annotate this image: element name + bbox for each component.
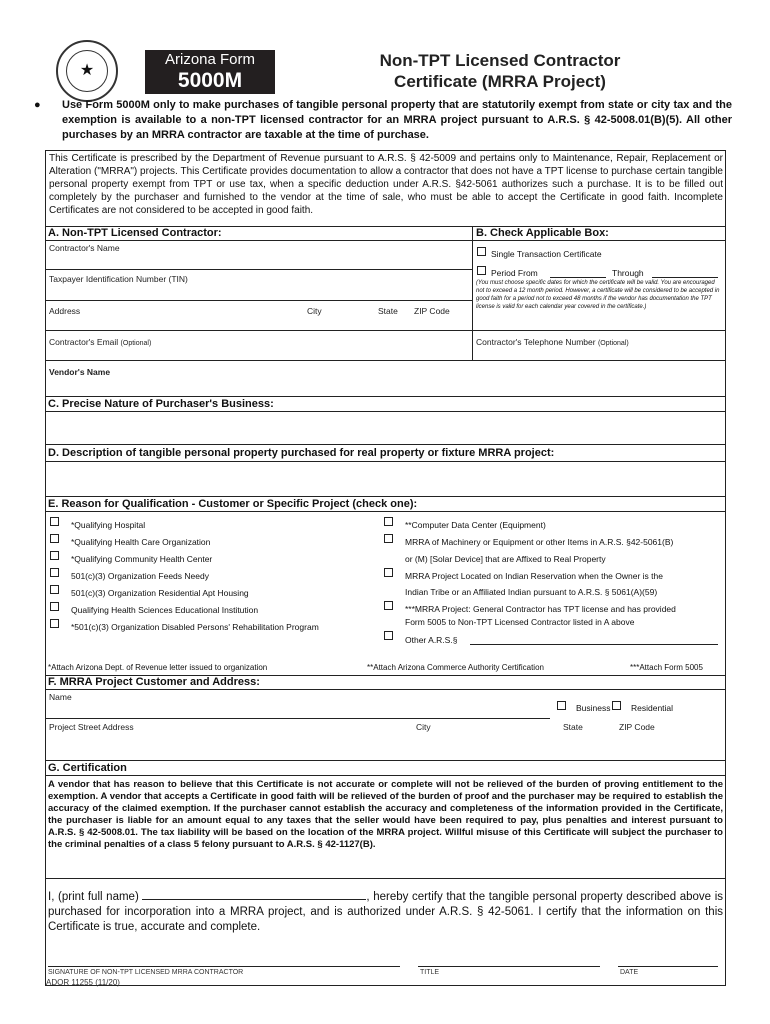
disabled-rehab-program-checkbox[interactable]: [50, 619, 59, 628]
mrra-machinery-checkbox[interactable]: [384, 534, 393, 543]
date-field[interactable]: [618, 966, 718, 967]
left-reason-label: 501(c)(3) Organization Feeds Needy: [71, 571, 209, 581]
right-reason-label: Indian Tribe or an Affiliated Indian pursuant to A.R.S. § 5061(A)(59): [405, 587, 658, 597]
left-reason-label: 501(c)(3) Organization Residential Apt Housing: [71, 588, 249, 598]
right-reason-label: Other A.R.S.§: [405, 635, 458, 645]
other-ars-field[interactable]: [470, 644, 718, 645]
tin-label: Taxpayer Identification Number (TIN): [49, 274, 188, 284]
city-label: City: [307, 306, 322, 316]
left-reason-label: Qualifying Health Sciences Educational Institution: [71, 605, 259, 615]
vendor-name-label: Vendor's Name: [49, 367, 111, 377]
phone-label: [476, 337, 629, 349]
state-seal-icon: ★: [56, 40, 118, 102]
date-label: DATE: [620, 969, 639, 976]
certification-statement: [48, 889, 723, 935]
period-from-label: Period From: [491, 268, 538, 278]
phone-optional: (Optional): [597, 340, 629, 347]
right-reason-label: or (M) [Solar Device] that are Affixed to Real Property: [405, 554, 606, 564]
business-checkbox[interactable]: [557, 701, 566, 710]
period-checkbox[interactable]: [477, 266, 486, 275]
form-number-box: [145, 50, 275, 94]
community-health-center-checkbox[interactable]: [50, 551, 59, 560]
right-reason-label: **Computer Data Center (Equipment): [405, 520, 546, 530]
other-ars-checkbox[interactable]: [384, 631, 393, 640]
qualifying-hospital-checkbox[interactable]: [50, 517, 59, 526]
footnote-form5005: ***Attach Form 5005: [630, 663, 703, 672]
through-label: Through: [612, 268, 644, 278]
single-transaction-checkbox[interactable]: [477, 247, 486, 256]
health-care-org-checkbox[interactable]: [50, 534, 59, 543]
residential-apt-housing-checkbox[interactable]: [50, 585, 59, 594]
residential-label: Residential: [631, 703, 674, 713]
print-name-field[interactable]: [142, 889, 366, 900]
form-id: ADOR 11255 (11/20): [46, 978, 120, 987]
email-label-text: Contractor's Email: [49, 337, 119, 347]
project-state-label: State: [563, 722, 583, 732]
left-reason-label: *Qualifying Health Care Organization: [71, 537, 211, 547]
phone-label-text: Contractor's Telephone Number: [476, 337, 596, 347]
section-b-heading: B. Check Applicable Box:: [476, 227, 609, 239]
section-f-heading: F. MRRA Project Customer and Address:: [48, 676, 260, 688]
property-description-field[interactable]: [46, 462, 725, 496]
right-reason-label: Form 5005 to Non-TPT Licensed Contractor listed in A above: [405, 617, 635, 627]
footnote-letter: *Attach Arizona Dept. of Revenue letter issued to organization: [48, 663, 268, 672]
customer-name-label: Name: [49, 692, 72, 702]
address-label: Address: [49, 306, 81, 316]
page-title: [335, 50, 665, 92]
section-e-heading: E. Reason for Qualification - Customer or Specific Project (check one):: [48, 498, 418, 510]
footnote-aca: **Attach Arizona Commerce Authority Certification: [367, 663, 544, 672]
certify-prefix: I, (print full name): [48, 891, 139, 903]
project-street-label: Project Street Address: [49, 722, 134, 732]
section-g-heading: G. Certification: [48, 762, 127, 774]
email-optional: (Optional): [120, 340, 152, 347]
signature-label: SIGNATURE OF NON-TPT LICENSED MRRA CONTRACTOR: [48, 969, 244, 976]
certification-warning: A vendor that has reason to believe that this Certificate is not accurate or complete will not be relieved of the burden of proving entitlement to the exemption. A vendor that accepts a Certificate in good faith will be relieved of the burden of proof and the purchaser may be required to establish the accuracy of the claimed exemption. If the purchaser cannot establish the accuracy and completeness of the information provided in the Certificate, the purchaser is liable for an amount equal to any taxes that the seller would have been required to pay, plus penalties and interest pursuant to A.R.S. § 42-5008.01. The tax liability will be based on the location of the MRRA project. Willful misuse of this Certificate will subject the purchaser to the criminal penalties of a class 5 felony pursuant to A.R.S. § 42-1127(B).: [48, 779, 723, 850]
residential-checkbox[interactable]: [612, 701, 621, 710]
contractor-name-label: Contractor's Name: [49, 243, 120, 253]
left-reason-label: *Qualifying Hospital: [71, 520, 146, 530]
through-field[interactable]: [652, 277, 718, 278]
intro-text: This Certificate is prescribed by the Department of Revenue pursuant to A.R.S. § 42-5009 and pertains only to Maintenance, Repair, Replacement or Alteration ("MRRA") projects. This Certificate provides documentation to allow a contractor that does not have a TPT license to purchase certain tangible personal property exempt from TPT or use tax, when a specific deduction under A.R.S. §42-5061 authorizes such a purchase. It is to be filled out completely by the purchaser and furnished to the vendor at the time of sale, who must be able to accept the Certificate in good faith. Incomplete Certificates are not considered to be accepted in good faith.: [49, 153, 723, 216]
left-reason-label: *501(c)(3) Organization Disabled Persons' Rehabilitation Program: [71, 622, 319, 632]
form-label: Arizona Form: [164, 51, 256, 68]
section-c-heading: C. Precise Nature of Purchaser's Business:: [48, 398, 274, 410]
section-a-heading: A. Non-TPT Licensed Contractor:: [48, 227, 222, 239]
project-city-label: City: [416, 722, 431, 732]
period-note: (You must choose specific dates for which the certificate will be valid. You are encouraged not to exceed a 12 month period. However, a certificate will be considered to be accepted in good faith for a period not to exceed 48 months if the vendor has documentation the TPT license is valid for each calendar year covered in the certificate.): [476, 280, 720, 310]
indian-reservation-checkbox[interactable]: [384, 568, 393, 577]
form-number: 5000M: [177, 69, 243, 92]
health-sciences-institution-checkbox[interactable]: [50, 602, 59, 611]
certify-text: , hereby certify that the tangible personal property described above is purchased for incorporation into a MRRA project, and is authorized under A.R.S. § 42-5061. I certify that the information on this Certificate is true, accurate and complete.: [48, 891, 723, 933]
title-line-2: Certificate (MRRA Project): [394, 72, 606, 91]
feeds-needy-checkbox[interactable]: [50, 568, 59, 577]
signature-field[interactable]: [48, 966, 400, 967]
business-label: Business: [576, 703, 611, 713]
period-from-field[interactable]: [550, 277, 606, 278]
title-field[interactable]: [418, 966, 600, 967]
project-zip-label: ZIP Code: [619, 722, 655, 732]
section-d-heading: D. Description of tangible personal property purchased for real property or fixture MRRA project:: [48, 447, 555, 459]
zip-label: ZIP Code: [414, 306, 450, 316]
right-reason-label: MRRA of Machinery or Equipment or other Items in A.R.S. §42-5061(B): [405, 537, 674, 547]
bullet-icon: ●: [34, 99, 41, 111]
state-label: State: [378, 306, 398, 316]
right-reason-label: MRRA Project Located on Indian Reservation when the Owner is the: [405, 571, 663, 581]
usage-note-text: Use Form 5000M only to make purchases of tangible personal property that are statutorily exempt from state or city tax and the exemption is available to a non-TPT licensed contractor for an MRRA project pursuant to A.R.S. § 42-5008.01(B)(5). All other purchases by an MRRA contractor are taxable at the time of purchase.: [62, 99, 732, 141]
title-line-1: Non-TPT Licensed Contractor: [379, 51, 621, 70]
business-nature-field[interactable]: [46, 412, 725, 443]
single-transaction-label: Single Transaction Certificate: [491, 249, 602, 259]
email-label: [49, 337, 151, 349]
right-reason-label: ***MRRA Project: General Contractor has TPT license and has provided: [405, 604, 676, 614]
general-contractor-checkbox[interactable]: [384, 601, 393, 610]
left-reason-label: *Qualifying Community Health Center: [71, 554, 213, 564]
computer-data-center-checkbox[interactable]: [384, 517, 393, 526]
title-label: TITLE: [420, 969, 440, 976]
